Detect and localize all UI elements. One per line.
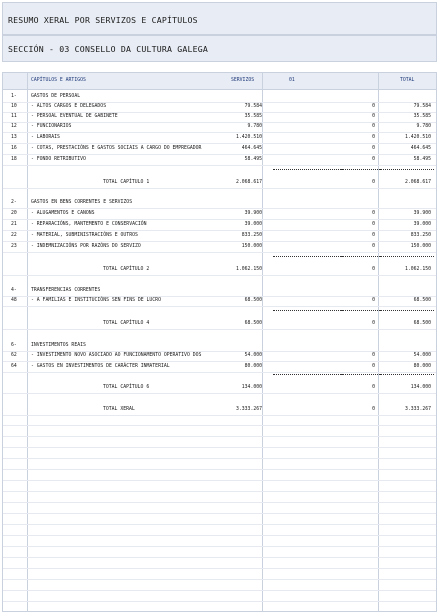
row-value-servizos: 0	[372, 244, 375, 249]
row-rule	[3, 361, 436, 362]
summary-table	[2, 72, 437, 612]
col-header-servizos: SERVIZOS	[231, 78, 255, 83]
row-total: 80.000	[413, 364, 431, 369]
row-total: 833.250	[410, 233, 431, 238]
row-rule	[3, 557, 436, 558]
row-total: 39.000	[413, 222, 431, 227]
row-description: - ALTOS CARGOS E DELEGADOS	[31, 104, 107, 109]
row-rule	[3, 275, 436, 276]
row-rule	[3, 393, 436, 394]
row-total: 58.495	[413, 157, 431, 162]
table-header	[3, 73, 436, 90]
row-description: - A FAMILIAS E INSTITUCIÓNS SEN FINS DE LUCRO	[31, 298, 161, 303]
subtotal-rule	[273, 256, 343, 257]
row-value-servizos: 0	[372, 385, 375, 390]
row-rule	[3, 579, 436, 580]
row-total: 79.584	[413, 104, 431, 109]
row-rule	[3, 219, 436, 220]
row-rule	[3, 480, 436, 481]
row-code: 12	[11, 124, 17, 129]
row-value-01: 35.585	[244, 114, 262, 119]
row-value-servizos: 0	[372, 233, 375, 238]
row-total: 150.000	[410, 244, 431, 249]
col-header-capitulos: CAPÍTULOS E ARTIGOS	[31, 78, 86, 83]
row-code: 6-	[11, 343, 17, 348]
row-total: 35.585	[413, 114, 431, 119]
row-description: - REPARACIÓNS, MANTEMENTO E CONSERVACIÓN	[31, 222, 147, 227]
row-rule	[3, 546, 436, 547]
row-rule	[3, 502, 436, 503]
row-total: 1.420.510	[405, 135, 431, 140]
total-label: TOTAL CAPÍTULO 4	[103, 321, 150, 326]
row-rule	[3, 524, 436, 525]
row-rule	[3, 458, 436, 459]
row-value-servizos: 0	[372, 146, 375, 151]
row-value-servizos: 0	[372, 157, 375, 162]
row-value-servizos: 0	[372, 267, 375, 272]
row-value-01: 150.000	[241, 244, 262, 249]
row-rule	[3, 112, 436, 113]
row-value-01: 39.900	[244, 211, 262, 216]
row-rule	[3, 154, 436, 155]
row-description: - ALUGAMENTOS E CANONS	[31, 211, 95, 216]
col-header-01: 01	[289, 78, 295, 83]
row-rule	[3, 208, 436, 209]
row-code: 21	[11, 222, 17, 227]
row-rule	[3, 329, 436, 330]
row-code: 18	[11, 157, 17, 162]
row-code: 16	[11, 146, 17, 151]
row-value-01: 9.780	[247, 124, 262, 129]
row-total: 3.333.267	[405, 407, 431, 412]
row-value-servizos: 0	[372, 353, 375, 358]
row-code: 64	[11, 364, 17, 369]
row-value-01: 39.000	[244, 222, 262, 227]
row-value-01: 2.068.617	[236, 180, 262, 185]
subtotal-rule	[273, 374, 343, 375]
row-rule	[3, 143, 436, 144]
row-rule	[3, 132, 436, 133]
subtotal-rule	[273, 310, 343, 311]
total-label: TOTAL XERAL	[103, 407, 135, 412]
row-code: 2-	[11, 200, 17, 205]
row-code: 11	[11, 114, 17, 119]
row-description: - FUNCIONARIOS	[31, 124, 72, 129]
row-total: 54.000	[413, 353, 431, 358]
row-rule	[3, 425, 436, 426]
report-title: RESUMO XERAL POR SERVIZOS E CAPÍTULOS	[8, 15, 198, 25]
row-total: 68.500	[413, 298, 431, 303]
row-rule	[3, 491, 436, 492]
row-total: 134.000	[410, 385, 431, 390]
subtotal-rule	[380, 310, 434, 311]
row-total: 464.645	[410, 146, 431, 151]
row-description: - GASTOS EN INVESTIMENTOS DE CARÁCTER INMATERIAL	[31, 364, 170, 369]
row-description: GASTOS DE PERSOAL	[31, 94, 81, 99]
row-rule	[3, 436, 436, 437]
row-rule	[3, 447, 436, 448]
row-total: 2.068.617	[405, 180, 431, 185]
row-value-servizos: 0	[372, 114, 375, 119]
row-value-servizos: 0	[372, 321, 375, 326]
row-value-servizos: 0	[372, 364, 375, 369]
row-rule	[3, 415, 436, 416]
row-total: 1.062.150	[405, 267, 431, 272]
subtotal-rule	[380, 374, 434, 375]
row-description: GASTOS EN BENS CORRENTES E SERVIZOS	[31, 200, 133, 205]
row-rule	[3, 590, 436, 591]
row-description: INVESTIMENTOS REAIS	[31, 343, 86, 348]
row-value-servizos: 0	[372, 104, 375, 109]
row-description: - LABORAIS	[31, 135, 60, 140]
row-description: - INDEMNIZACIÓNS POR RAZÓNS DO SERVIZO	[31, 244, 141, 249]
row-total: 39.900	[413, 211, 431, 216]
row-rule	[3, 122, 436, 123]
row-value-servizos: 0	[372, 211, 375, 216]
row-value-01: 68.500	[244, 321, 262, 326]
row-value-01: 58.495	[244, 157, 262, 162]
row-rule	[3, 188, 436, 189]
row-description: - PERSOAL EVENTUAL DE GABINETE	[31, 114, 118, 119]
row-code: 23	[11, 244, 17, 249]
row-value-servizos: 0	[372, 298, 375, 303]
row-rule	[3, 469, 436, 470]
row-value-servizos: 0	[372, 124, 375, 129]
row-value-01: 79.584	[244, 104, 262, 109]
row-code: 10	[11, 104, 17, 109]
row-value-01: 80.000	[244, 364, 262, 369]
row-rule	[3, 102, 436, 103]
row-total: 9.780	[416, 124, 431, 129]
row-rule	[3, 306, 436, 307]
subtotal-rule	[273, 169, 343, 170]
row-description: - FONDO RETRIBUTIVO	[31, 157, 86, 162]
total-label: TOTAL CAPÍTULO 6	[103, 385, 150, 390]
report-title-bar	[2, 2, 437, 35]
subtotal-rule	[380, 169, 434, 170]
row-value-01: 1.420.510	[236, 135, 262, 140]
row-rule	[3, 252, 436, 253]
row-value-01: 833.250	[241, 233, 262, 238]
row-code: 1-	[11, 94, 17, 99]
row-code: 62	[11, 353, 17, 358]
row-rule	[3, 513, 436, 514]
row-rule	[3, 372, 436, 373]
row-total: 68.500	[413, 321, 431, 326]
row-rule	[3, 296, 436, 297]
row-value-01: 464.645	[241, 146, 262, 151]
row-value-servizos: 0	[372, 222, 375, 227]
row-rule	[3, 165, 436, 166]
row-value-servizos: 0	[372, 180, 375, 185]
row-description: - INVESTIMENTO NOVO ASOCIADO AO FUNCIONAMENTO OPERATIVO DOS	[31, 353, 202, 358]
row-code: 4-	[11, 288, 17, 293]
row-code: 22	[11, 233, 17, 238]
row-code: 13	[11, 135, 17, 140]
row-rule	[3, 230, 436, 231]
row-value-servizos: 0	[372, 407, 375, 412]
subtotal-rule	[380, 256, 434, 257]
row-rule	[3, 241, 436, 242]
row-description: - MATERIAL, SUBMINISTRACIÓNS E OUTROS	[31, 233, 138, 238]
row-rule	[3, 351, 436, 352]
row-rule	[3, 535, 436, 536]
row-value-servizos: 0	[372, 135, 375, 140]
total-label: TOTAL CAPÍTULO 2	[103, 267, 150, 272]
row-code: 48	[11, 298, 17, 303]
row-description: TRANSFERENCIAS CORRENTES	[31, 288, 101, 293]
row-value-01: 134.000	[241, 385, 262, 390]
section-title: SECCIÓN - 03 CONSELLO DA CULTURA GALEGA	[8, 44, 209, 54]
col-header-total: TOTAL	[400, 78, 415, 83]
row-code: 20	[11, 211, 17, 216]
total-label: TOTAL CAPÍTULO 1	[103, 180, 150, 185]
row-description: - COTAS, PRESTACIÓNS E GASTOS SOCIAIS A CARGO DO EMPREGADOR	[31, 146, 202, 151]
row-value-01: 54.000	[244, 353, 262, 358]
row-rule	[3, 601, 436, 602]
row-value-01: 3.333.267	[236, 407, 262, 412]
row-value-01: 68.500	[244, 298, 262, 303]
section-bar	[2, 35, 437, 62]
row-rule	[3, 568, 436, 569]
row-value-01: 1.062.150	[236, 267, 262, 272]
